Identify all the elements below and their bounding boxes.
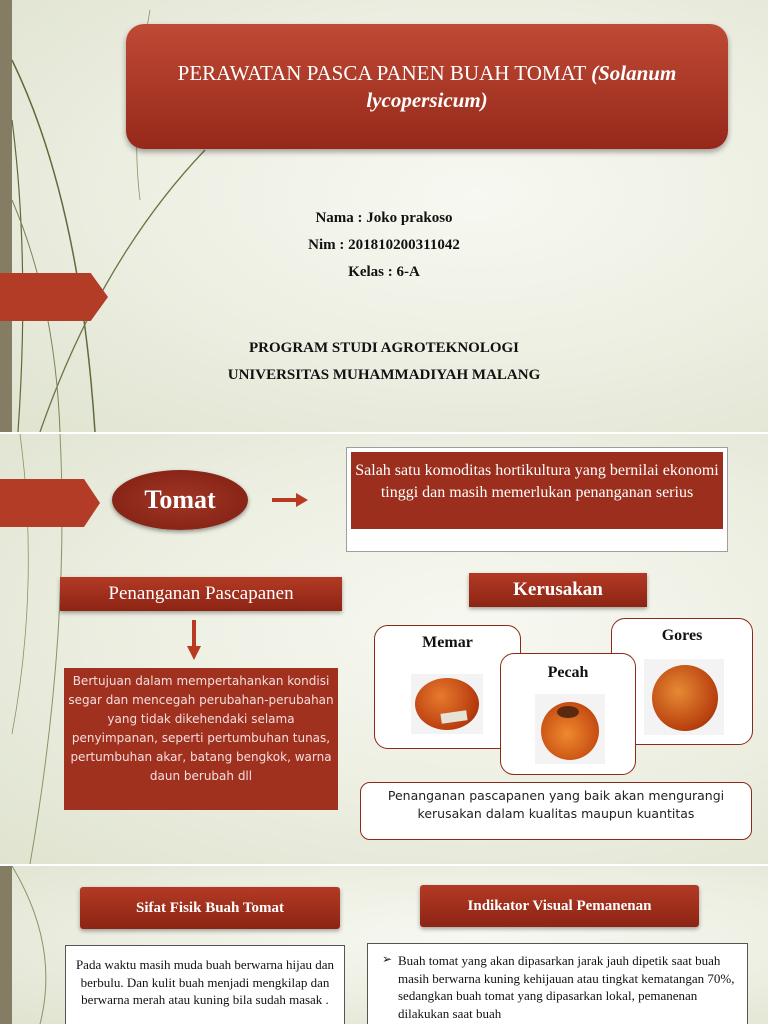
bruised-tomato-image: [411, 674, 483, 734]
slide-characteristics: [0, 866, 768, 1024]
header-physical: Sifat Fisik Buah Tomat: [80, 887, 340, 929]
slide-title: [0, 0, 768, 432]
description-text: Salah satu komoditas hortikultura yang bernilai ekonomi tinggi dan masih memerlukan penanganan serius: [351, 452, 723, 529]
title-banner: [126, 24, 728, 149]
indicator-text: Buah tomat yang akan dipasarkan jarak jauh dipetik saat buah masih berwarna kuning kehijauan atau tingkat kematangan 70%, sedangkan buah tomat yang dipasarkan lokal, pemanenan dilakukan saat buah: [398, 953, 735, 1021]
damage-label-pecah: Pecah: [547, 664, 589, 681]
student-nim: Nim : 201810200311042: [308, 237, 460, 253]
physical-description: Pada waktu masih muda buah berwarna hijau dan berbulu. Dan kulit buah menjadi mengkilap dan berwarna merah atau kuning bila sudah masak .: [65, 945, 345, 1024]
university-name: UNIVERSITAS MUHAMMADIYAH MALANG: [227, 367, 541, 383]
damage-label-memar: Memar: [422, 634, 473, 651]
section-arrow-tag: [0, 479, 100, 527]
page-title: PERAWATAN PASCA PANEN BUAH TOMAT: [177, 61, 586, 86]
damage-note: Penanganan pascapanen yang baik akan mengurangi kerusakan dalam kualitas maupun kuantitas: [360, 782, 752, 840]
damage-card-memar: [374, 625, 521, 749]
study-program: PROGRAM STUDI AGROTEKNOLOGI: [248, 340, 520, 356]
handling-description: Bertujuan dalam mempertahankan kondisi segar dan mencegah perubahan-perubahan yang tidak dikehendaki selama penyimpanan, seperti pertumbuhan tunas, pertumbuhan akar, batang bengkok, warna daun berubah dll: [64, 668, 338, 810]
page-title-scientific: (Solanum lycopersicum): [366, 61, 677, 112]
damage-card-pecah: [500, 653, 636, 775]
description-box: [346, 447, 728, 552]
student-class: Kelas : 6-A: [348, 264, 420, 280]
arrow-down-icon: [186, 620, 202, 662]
indicator-box: [367, 943, 748, 1024]
bullet-arrow-icon: ➢: [382, 952, 393, 966]
header-indicator: Indikator Visual Pemanenan: [420, 885, 699, 927]
cracked-tomato-image: [535, 694, 605, 764]
damage-label-gores: Gores: [661, 627, 703, 644]
scratched-tomato-image: [644, 659, 724, 735]
arrow-right-icon: [270, 490, 310, 510]
tomat-oval: Tomat: [112, 470, 248, 530]
left-accent-bar: [0, 866, 12, 1024]
header-damage: Kerusakan: [469, 573, 647, 607]
header-handling: Penanganan Pascapanen: [60, 577, 342, 611]
slide-overview: [0, 434, 768, 864]
student-name: Nama : Joko prakoso: [315, 210, 453, 226]
